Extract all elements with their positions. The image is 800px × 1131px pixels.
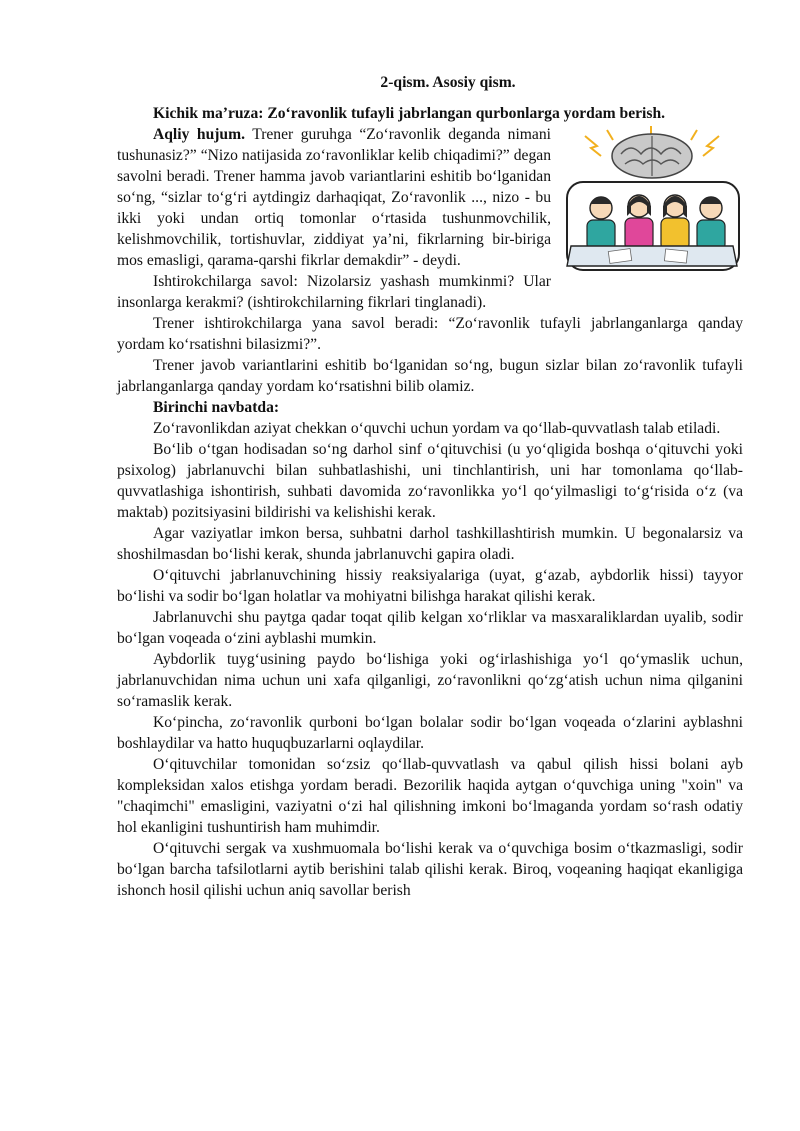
section-heading: 2-qism. Asosiy qism.: [380, 74, 516, 91]
lecture-title: Kichik ma’ruza: Zo‘ravonlik tufayli jabrlangan qurbonlarga yordam berish.: [153, 105, 666, 122]
paragraph: Trener ishtirokchilarga yana savol beradi: “Zo‘ravonlik tufayli jabrlanganlarga qanday yordam ko‘rsatishni bilasizmi?”.: [117, 315, 743, 353]
paragraph: Trener javob variantlarini eshitib bo‘lganidan so‘ng, bugun sizlar bilan zo‘ravonlik tufayli jabrlanganlarga qanday yordam ko‘rsatishni bilib olamiz.: [117, 357, 743, 395]
brainstorm-text: Trener guruhga “Zo‘ravonlik deganda nimani tushunasiz?” “Nizo natijasida zo‘ravonliklar kelib chiqadimi?” degan savolni beradi. Trener hamma javob variantlarini eshitib bo‘lganidan so‘ng, “sizlar to‘g‘ri aytdingiz darhaqiqat, Zo‘ravonlik ..., nizo - bu ikki yoki undan ortiq tomonlar o‘rtasida tushunmovchilik, kelishmovchilik, tortishuvlar, ziddiyat ya’ni, fikrlarning bir-biriga mos emasligi, qarama-qarshi fikrlar demakdir” - deydi.: [117, 126, 551, 269]
paragraph: O‘qituvchi jabrlanuvchining hissiy reaksiyalariga (uyat, g‘azab, aybdorlik hissi) tayyor bo‘lishi va sodir bo‘lgan holatlar va mohiyatni bilishga harakat qilishi kerak.: [117, 567, 743, 605]
paragraph: Agar vaziyatlar imkon bersa, suhbatni darhol tashkillashtirish mumkin. U begonalarsiz va shoshilmasdan bo‘lishi kerak, shunda jabrlanuvchi gapira oladi.: [117, 525, 743, 563]
paragraph: Bo‘lib o‘tgan hodisadan so‘ng darhol sinf o‘qituvchisi (u yo‘qligida boshqa o‘qituvchi yoki psixolog) jabrlanuvchi bilan suhbatlashishi, uni tinchlantirish, uni har tomonlama qo‘llab-quvvatlashiga ishontirish, suhbati davomida zo‘ravonlikka yo‘l qo‘yilmasligi to‘g‘risida o‘z (va maktab) pozitsiyasini bildirishi va kelishishi kerak.: [117, 441, 743, 521]
document-page: [117, 72, 743, 901]
paragraph: Jabrlanuvchi shu paytga qadar toqat qilib kelgan xo‘rliklar va masxaraliklardan uyalib, sodir bo‘lgan voqeada o‘zini ayblashi mumkin.: [117, 609, 743, 647]
paragraph: Ishtirokchilarga savol: Nizolarsiz yashash mumkinmi? Ular insonlarga kerakmi? (ishtirokchilarning fikrlari tinglanadi).: [117, 273, 551, 311]
paragraph: O‘qituvchi sergak va xushmuomala bo‘lishi kerak va o‘quvchiga bosim o‘tkazmasligi, sodir bo‘lgan barcha tafsilotlarni aytib berishini talab qilishi kerak. Biroq, voqeaning haqiqat ekanligiga ishonch hosil qilishi uchun aniq savollar berish: [117, 840, 743, 899]
first-heading: Birinchi navbatda:: [153, 399, 280, 416]
brainstorm-group-illustration: [561, 126, 743, 274]
brainstorm-label: Aqliy hujum.: [153, 126, 245, 143]
paragraph: Aybdorlik tuyg‘usining paydo bo‘lishiga yoki og‘irlashishiga yo‘l qo‘ymaslik uchun, jabrlanuvchidan nima uchun uni xafa qilganligi, zo‘ravonlikni qo‘zg‘atish uchun nima qilganini so‘ramaslik kerak.: [117, 651, 743, 710]
paragraph: Zo‘ravonlikdan aziyat chekkan o‘quvchi uchun yordam va qo‘llab-quvvatlash talab etiladi.: [153, 420, 721, 437]
paragraph: O‘qituvchilar tomonidan so‘zsiz qo‘llab-quvvatlash va qabul qilish hissi bolani ayb kompleksidan xalos etishga yordam beradi. Bezorilik haqida aytgan o‘quvchiga uning "xoin" va "chaqimchi" emasligini, vaziyatni o‘zi hal qilishning imkoni bo‘lmaganda yordam so‘rash odatiy hol ekanligini tushuntirish ham muhimdir.: [117, 756, 743, 836]
paragraph: Ko‘pincha, zo‘ravonlik qurboni bo‘lgan bolalar sodir bo‘lgan voqeada o‘zlarini ayblashni boshlaydilar va hatto huquqbuzarlarni oqlaydilar.: [117, 714, 743, 752]
